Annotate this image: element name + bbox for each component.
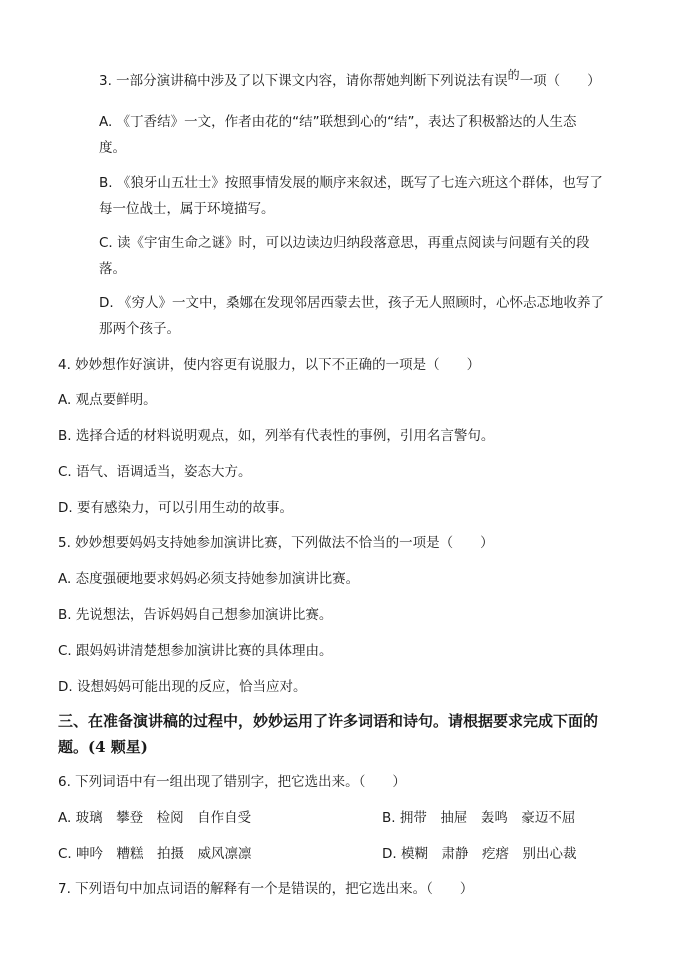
q3-option-c-line2: 落。 — [99, 261, 126, 277]
q3-option-a-line1: A. 《丁香结》一文，作者由花的“结”联想到心的“结”，表达了积极豁达的人生态 — [99, 114, 577, 130]
q5-stem: 5. 妙妙想要妈妈支持她参加演讲比赛，下列做法不恰当的一项是（ ） — [58, 535, 494, 551]
q3-option-a-line2: 度。 — [99, 140, 126, 156]
q6-stem: 6. 下列词语中有一组出现了错别字，把它选出来。（ ） — [58, 774, 406, 790]
q4-option-a: A. 观点要鲜明。 — [58, 392, 157, 408]
q3-option-c-line1: C. 读《宇宙生命之谜》时，可以边读边归纳段落意思，再重点阅读与问题有关的段 — [99, 235, 590, 251]
q3-option-d-line1: D. 《穷人》一文中，桑娜在发现邻居西蒙去世，孩子无人照顾时，心怀忐忑地收养了 — [99, 295, 604, 311]
q3-stem-text: 3. 一部分演讲稿中涉及了以下课文内容，请你帮她判断下列说法有误 — [99, 73, 508, 89]
q7-stem: 7. 下列语句中加点词语的解释有一个是错误的，把它选出来。（ ） — [58, 881, 474, 897]
q4-option-b: B. 选择合适的材料说明观点，如，列举有代表性的事例，引用名言警句。 — [58, 428, 495, 444]
q5-option-d: D. 设想妈妈可能出现的反应，恰当应对。 — [58, 679, 307, 695]
q5-option-a: A. 态度强硬地要求妈妈必须支持她参加演讲比赛。 — [58, 571, 360, 587]
q4-option-c: C. 语气、语调适当，姿态大方。 — [58, 464, 252, 480]
section-3-heading-line2: 题。(4 颗星) — [58, 738, 148, 756]
q5-option-b: B. 先说想法，告诉妈妈自己想参加演讲比赛。 — [58, 607, 333, 623]
q3-option-b-line2: 每一位战士，属于环境描写。 — [99, 201, 275, 217]
q6-option-c: C. 呻吟 糟糕 拍摄 威风凛凛 — [58, 846, 252, 862]
q4-stem: 4. 妙妙想作好演讲，使内容更有说服力，以下不正确的一项是（ ） — [58, 357, 481, 373]
section-3-heading-line1: 三、在准备演讲稿的过程中，妙妙运用了许多词语和诗句。请根据要求完成下面的 — [58, 712, 599, 730]
q3-option-d-line2: 那两个孩子。 — [99, 321, 180, 337]
q5-option-c: C. 跟妈妈讲清楚想参加演讲比赛的具体理由。 — [58, 643, 333, 659]
q3-stem-end: 一项（ ） — [519, 73, 601, 89]
q3-stem — [99, 68, 601, 90]
q3-stem-superscript: 的 — [507, 68, 520, 82]
q4-option-d: D. 要有感染力，可以引用生动的故事。 — [58, 500, 293, 516]
q6-option-a: A. 玻璃 攀登 检阅 自作自受 — [58, 810, 252, 826]
q6-option-d: D. 模糊 肃静 疙瘩 别出心裁 — [382, 846, 577, 862]
q6-option-b: B. 拥带 抽屉 轰鸣 豪迈不屈 — [382, 810, 576, 826]
q3-option-b-line1: B. 《狼牙山五壮士》按照事情发展的顺序来叙述，既写了七连六班这个群体，也写了 — [99, 175, 603, 191]
